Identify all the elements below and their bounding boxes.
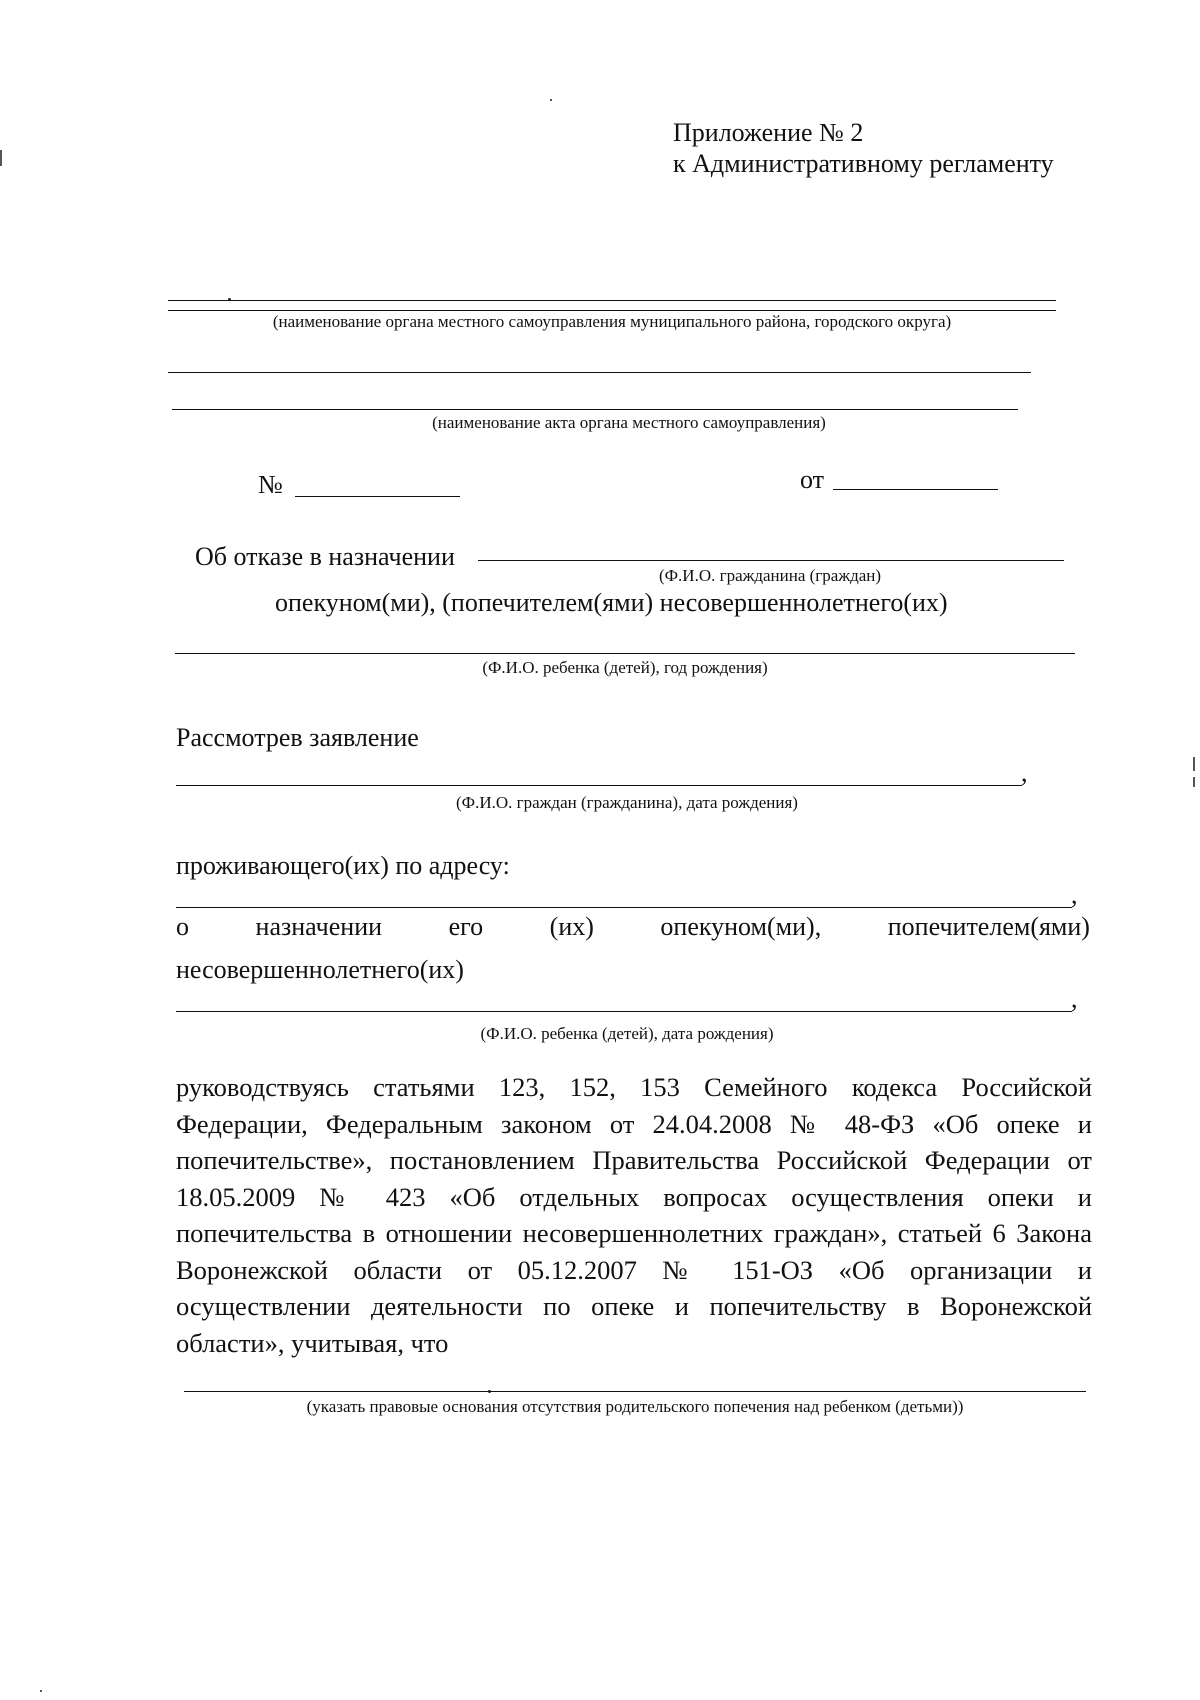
legal-grounds-caption: (указать правовые основания отсутствия родительского попечения над ребенком (детьми))	[306, 1397, 964, 1416]
minor-label: несовершеннолетнего(их)	[176, 955, 464, 984]
refusal-title: Об отказе в назначении	[195, 542, 455, 571]
guardianship-title: опекуном(ми), (попечителем(ями) несовершеннолетнего(их)	[275, 588, 948, 617]
residing-label: проживающего(их) по адресу:	[176, 851, 510, 880]
speck	[550, 99, 552, 101]
child-birth-date-caption: (Ф.И.О. ребенка (детей), дата рождения)	[480, 1024, 774, 1043]
number-label: №	[258, 470, 283, 499]
child-name-line-1[interactable]	[175, 653, 1075, 654]
authority-caption: (наименование органа местного самоуправления муниципального района, городского округа)	[272, 312, 952, 331]
authority-line-1b	[168, 310, 1056, 311]
address-line[interactable]	[176, 907, 1072, 908]
act-line	[172, 409, 1018, 410]
child-comma: ,	[1071, 984, 1078, 1013]
authority-line-1	[168, 300, 1056, 301]
guardian-name-line[interactable]	[478, 560, 1064, 561]
edge-mark	[0, 150, 2, 166]
speck	[40, 1690, 42, 1692]
child-name-line-2[interactable]	[176, 1011, 1072, 1012]
child-birth-year-caption: (Ф.И.О. ребенка (детей), год рождения)	[482, 658, 768, 677]
edge-mark	[1193, 757, 1195, 771]
act-caption: (наименование акта органа местного самоуправления)	[432, 413, 826, 432]
appendix-regulation: к Административному регламенту	[673, 149, 1054, 178]
word-appointment: назначении	[255, 912, 383, 941]
applicant-birth-caption: (Ф.И.О. граждан (гражданина), дата рождения)	[456, 793, 798, 812]
date-label: от	[800, 465, 825, 494]
word-guardian: опекуном(ми),	[660, 912, 822, 941]
appendix-number: Приложение № 2	[673, 118, 864, 147]
number-field-line[interactable]	[295, 496, 460, 497]
address-comma: ,	[1071, 880, 1078, 909]
word-o: о	[176, 912, 189, 941]
legal-basis-paragraph: руководствуясь статьями 123, 152, 153 Семейного кодекса Российской Федерации, Федеральным законом от 24.04.2008 № 48-ФЗ «Об опеке и попечительстве», постановлением Правительства Российской Федерации от 18.05.2009 № 423 «Об отдельных вопросах осуществления опеки и попечительства в отношении несовершеннолетних граждан», статьей 6 Закона Воронежской области от 05.12.2007 № 151-ОЗ «Об организации и осуществлении деятельности по опеке и попечительству в Воронежской области», учитывая, что	[176, 1072, 1092, 1358]
applicant-comma: ,	[1021, 758, 1028, 787]
applicant-name-line[interactable]	[176, 785, 1022, 786]
considering-label: Рассмотрев заявление	[176, 723, 419, 752]
edge-mark	[1193, 777, 1195, 787]
legal-grounds-line[interactable]	[184, 1391, 1086, 1392]
date-field-line[interactable]	[833, 489, 998, 490]
appointment-line	[176, 912, 1090, 942]
word-their: (их)	[549, 912, 594, 941]
word-his: его	[448, 912, 484, 941]
word-trustee: попечителем(ями)	[887, 912, 1090, 941]
guardian-name-caption: (Ф.И.О. гражданина (граждан)	[658, 566, 882, 585]
authority-line-2	[168, 372, 1031, 373]
